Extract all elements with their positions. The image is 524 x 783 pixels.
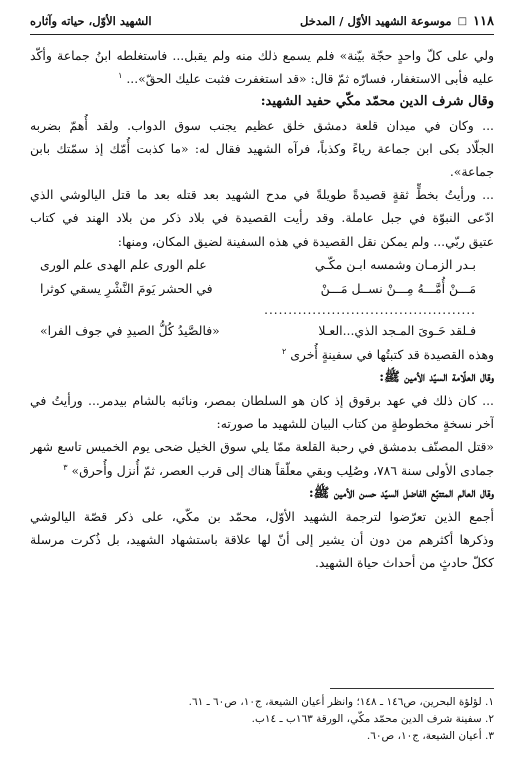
verse-hemistich-left: في الحشر يَومَ النَّشْرِ يسقي كوثرا bbox=[40, 280, 213, 296]
page-header bbox=[30, 10, 494, 32]
footnote-ref: ١ bbox=[118, 71, 123, 81]
footnote-ref: ٢ bbox=[281, 346, 287, 356]
text-line-19: ككلّ حادثٍ من أحداث حياة الشهيد. bbox=[314, 555, 494, 571]
quote-heading: وقال العالم المتتبّع الفاضل السيّد حسن الأمين ﷺ: bbox=[308, 485, 494, 501]
header-separator: □ bbox=[457, 15, 468, 27]
footnotes bbox=[30, 694, 494, 745]
text-line-18: وذكرها أكثرهم من دون أن يشير إلى أنّ لها علاقة باستشهاد الشهيد، بل ذُكرت مرسلة bbox=[30, 532, 494, 548]
page-body bbox=[30, 44, 494, 575]
text-line-2: عليه فأبى الاستغفار، فسارّه ثمّ قال: «قد استغفرت فثبت عليك الحقّ»... $^١$ bbox=[118, 71, 494, 87]
text-line-10: وهذه القصيدة قد كتبتُها في سفينةٍ أُخرى $^٢$ bbox=[281, 346, 494, 362]
verse-line bbox=[30, 319, 494, 343]
text-line-14: «قتل المصنّف بدمشق في رحبة القلعة ممّا يلي سوق الخيل ضحى يوم الخميس تاسع شهر bbox=[30, 439, 494, 455]
verse-hemistich-right: فـلقد حَـوىَ المـجد الذي...العـلا bbox=[318, 322, 476, 338]
text-line-6: جماعة». bbox=[449, 163, 494, 179]
verse-line bbox=[30, 253, 494, 277]
text-line-15: جمادى الأولى سنة ٧٨٦، وصُلِب وبقي معلّقاً هناك إلى قرب العصر، ثمّ أُنزل وأُحرق» $^٣$ bbox=[63, 462, 494, 478]
footnote-rule bbox=[330, 688, 494, 689]
verse-hemistich-right: مَـــنْ أُمَّـــهُ مِـــنْ نســل مَـــنْ bbox=[320, 280, 476, 296]
header-right bbox=[300, 14, 494, 29]
footnote-2: ٢. سفينة شرف الدين محمّد مكّي، الورقة ١٦٣ب ـ ١٤ب. bbox=[251, 713, 494, 725]
section-title: موسوعة الشهيد الأوّل / المدخل bbox=[300, 14, 452, 28]
text-line-9: عتيق ربّي... ولم يمكن نقل القصيدة في هذه السفينة لضيق المكان، ومنها: bbox=[117, 233, 494, 249]
running-title: الشهيد الأوّل، حياته وآثاره bbox=[30, 14, 152, 28]
text-line-12: ... كان ذلك في عهد برقوق إذ كان هو السلطان بمصر، ونائبه بالشام بيدمر... ورأيتُ في bbox=[30, 393, 494, 409]
verse-hemistich-left: «فالصَّيدُ كُلُّ الصيدِ في جوف الفرا» bbox=[40, 322, 220, 338]
ellipsis-separator: ............................................ bbox=[264, 302, 476, 317]
text-line-5: الجلّاد بكى ابن جماعة رياءً وكذباً، فرآه الشهيد فقال له: «ما كذبت أُمّك إذ سمّتك بابن bbox=[30, 140, 494, 156]
verse-hemistich-left: علم الورى علم الهدى علم الورى bbox=[40, 256, 207, 272]
footnote-1: ١. لؤلؤة البحرين، ص١٤٦ ـ ١٤٨؛ وانظر أعيان الشيعة، ج١٠، ص٦٠ ـ ٦١. bbox=[188, 696, 494, 708]
quote-heading: وقال شرف الدين محمّد مكّي حفيد الشهيد: bbox=[260, 94, 494, 110]
footnote-3: ٣. أعيان الشيعة، ج١٠، ص٦٠. bbox=[366, 730, 494, 742]
footnote-ref: ٣ bbox=[63, 462, 68, 472]
text-line-7: ... ورأيتُ بخطٍّ ثقةٍ قصيدةً طويلةً في مدح الشهيد بعد قتله بعد ما قتل اليالوشي الذي bbox=[30, 187, 494, 203]
page-number: ١١٨ bbox=[473, 13, 494, 29]
quote-heading: وقال العلّامة السيّد الأمين ﷺ: bbox=[379, 369, 494, 385]
verse-hemistich-right: بـدر الزمـان وشمسه ابـن مكّـي bbox=[314, 256, 476, 272]
verse-line bbox=[30, 277, 494, 301]
text-line-8: ادّعى النبوّة في جبل عاملة. وقد رأيت القصيدة في بلاد ذكر من بلاد الهند في كتاب bbox=[30, 210, 494, 226]
text-line-1: ولي على كلّ واحدٍ حجّة بيّنة» فلم يسمع ذلك منه ولم يقبل... فاستغلطه ابنُ جماعة وأكّد bbox=[30, 48, 494, 63]
text-line-13: آخر نسخةٍ مخطوطةٍ من كتاب البيان للشهيد ما صورته: bbox=[216, 416, 494, 432]
text-line-4: ... وكان في ميدان قلعة دمشق خلق عظيم يجنب سوق الدواب. ولقد أُهمّ بضربه bbox=[30, 117, 494, 133]
header-rule bbox=[30, 34, 494, 35]
text-line-17: أجمع الذين تعرّضوا لترجمة الشهيد الأوّل، محمّد بن مكّي، على ذكر قصّة اليالوشي bbox=[30, 509, 494, 524]
